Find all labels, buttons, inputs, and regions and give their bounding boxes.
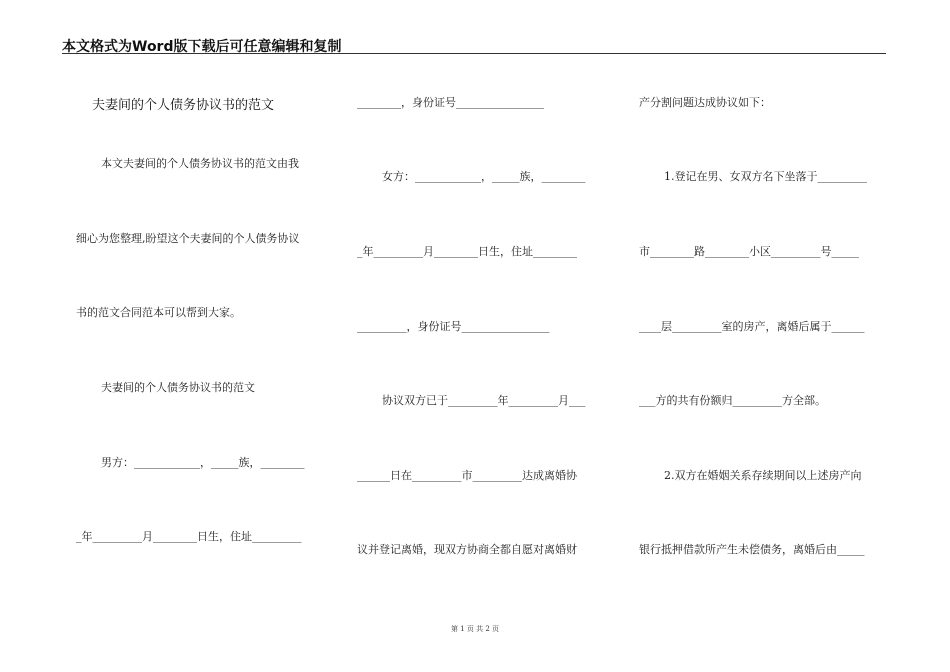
col1-line-2: 细心为您整理,盼望这个夫妻间的个人债务协议 xyxy=(76,232,300,245)
col3-line-5: ___方的共有份额归_________方全部。 xyxy=(639,394,826,407)
col3-line-4: ____层_________室的房产，离婚后属于______ xyxy=(639,320,865,333)
col3-line-3: 市________路________小区_________号_____ xyxy=(639,245,859,258)
col2-line-1: ________，身份证号________________ xyxy=(357,96,544,109)
col3-line-7: 银行抵押借款所产生未偿债务，离婚后由_____ xyxy=(639,543,865,556)
col1-line-1: 本文夫妻间的个人债务协议书的范文由我 xyxy=(101,157,299,170)
col2-line-3: _年_________月________日生，住址________ xyxy=(357,245,577,258)
document-title: 夫妻间的个人债务协议书的范文 xyxy=(92,98,275,113)
page-header: 本文格式为Word版下载后可任意编辑和复制 xyxy=(62,39,342,55)
col3-line-2: 1.登记在男、女双方名下坐落于_________ xyxy=(664,170,867,183)
col1-line-5: 男方：____________，_____族，________ xyxy=(101,456,305,469)
col2-line-7: 议并登记离婚，现双方协商全都自愿对离婚财 xyxy=(357,543,577,556)
col2-line-5: 协议双方已于_________年_________月___ xyxy=(382,394,586,407)
col1-line-3: 书的范文合同范本可以帮到大家。 xyxy=(76,306,241,319)
col3-line-6: 2.双方在婚姻关系存续期间以上述房产向 xyxy=(664,469,862,482)
col1-line-4: 夫妻间的个人债务协议书的范文 xyxy=(101,381,255,394)
col2-line-4: _________，身份证号________________ xyxy=(357,320,550,333)
col2-line-2: 女方：____________，_____族，________ xyxy=(382,170,586,183)
header-rule xyxy=(62,53,886,54)
col1-line-6: _年_________月________日生，住址_________ xyxy=(76,530,302,543)
col3-line-1: 产分割问题达成协议如下： xyxy=(639,96,771,109)
page-footer: 第 1 页 共 2 页 xyxy=(450,625,500,633)
col2-line-6: ______日在_________市_________达成离婚协 xyxy=(357,469,577,482)
